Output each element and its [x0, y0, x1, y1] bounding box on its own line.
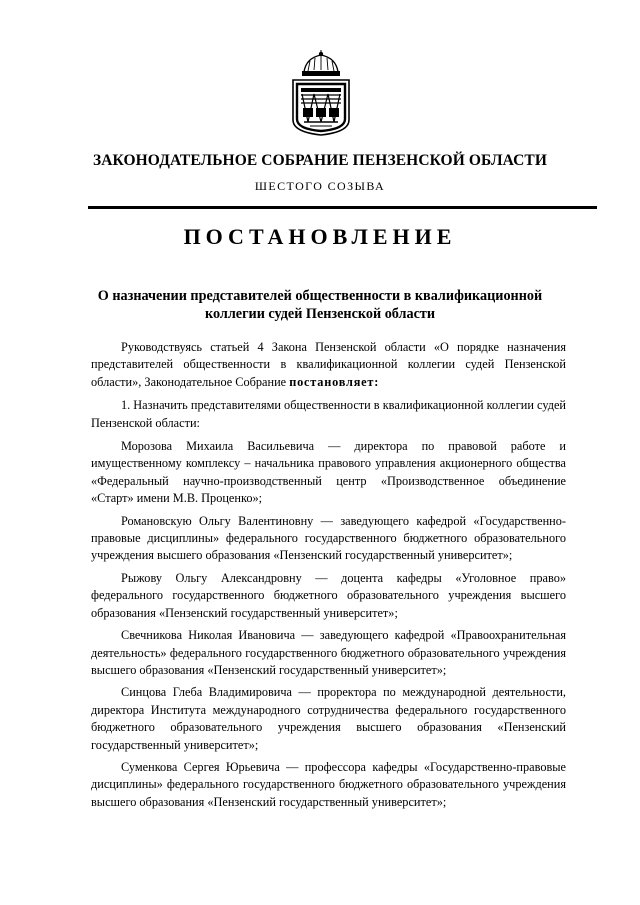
preamble-text: Руководствуясь статьей 4 Закона Пензенской области «О порядке назначения представителей общественности в квалификационной коллегии судей Пензенской области», Законодательное Собрание	[91, 340, 566, 389]
appointee-paragraph: Свечникова Николая Ивановича — заведующего кафедрой «Правоохранительная деятельность» федерального государственного бюджетного образовательного учреждения высшего образования «Пензенский государственный университет»;	[91, 628, 566, 677]
coat-of-arms-icon	[290, 50, 352, 136]
appointee-paragraph: Романовскую Ольгу Валентиновну — заведующего кафедрой «Государственно-правовые дисциплины» федерального государственного бюджетного образовательного учреждения высшего образования «Пензенский государственный университет»;	[91, 513, 566, 563]
appointee-paragraph: Морозова Михаила Васильевича — директора по правовой работе и имущественному комплексу – начальника правового управления акционерного общества «Федеральный научно-производственный центр «Производственное объединение «Старт» имени М.В. Проценко»;	[91, 439, 566, 506]
document-body	[91, 339, 566, 816]
clause-1: 1. Назначить представителями общественности в квалификационной коллегии судей Пензенской области:	[91, 398, 566, 430]
title-line-1: О назначении представителей общественности в квалификационной	[97, 288, 543, 304]
organization-name: ЗАКОНОДАТЕЛЬНОЕ СОБРАНИЕ ПЕНЗЕНСКОЙ ОБЛАСТИ	[92, 152, 548, 169]
preamble	[91, 339, 566, 391]
appointee-paragraph: Суменкова Сергея Юрьевича — профессора кафедры «Государственно-правовые дисциплины» федерального государственного бюджетного образовательного учреждения высшего образования «Пензенский государственный университет»;	[91, 759, 566, 809]
document-title	[80, 287, 560, 323]
header-divider	[88, 206, 597, 209]
appointee-paragraph: Синцова Глеба Владимировича — проректора по международной деятельности, директора Института международного сотрудничества федерального государственного бюджетного образовательного учреждения высшего образования «Пензенский государственный университет»;	[91, 685, 566, 752]
document-type: ПОСТАНОВЛЕНИЕ	[183, 224, 457, 249]
convocation: ШЕСТОГО СОЗЫВА	[254, 179, 386, 193]
title-line-2: коллегии судей Пензенской области	[204, 306, 436, 322]
appointee-paragraph: Рыжову Ольгу Александровну — доцента кафедры «Уголовное право» федерального государственного бюджетного образовательного учреждения высшего образования «Пензенский государственный университет»;	[91, 570, 566, 620]
preamble-emphasis: постановляет:	[289, 374, 380, 389]
